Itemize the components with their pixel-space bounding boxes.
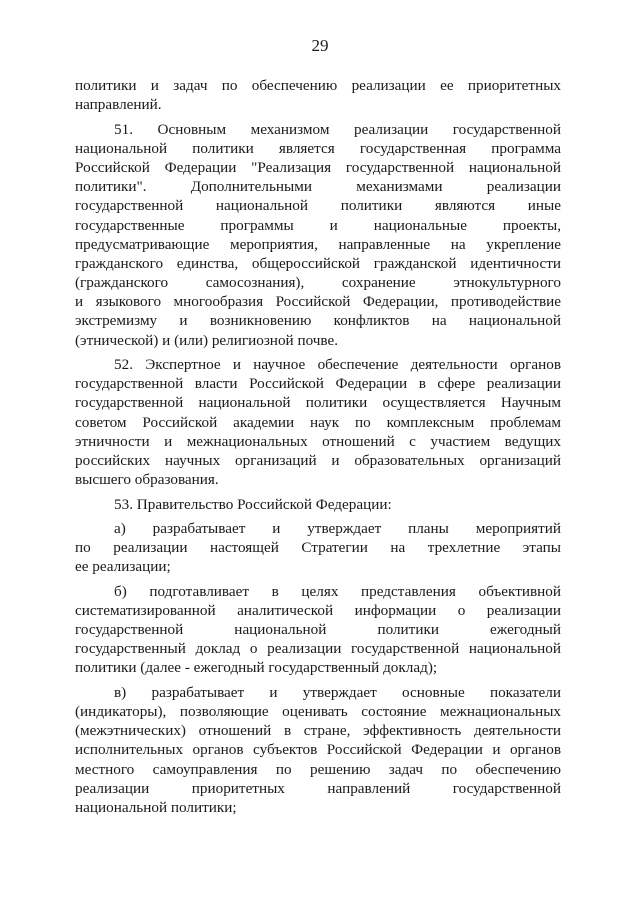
text-line: национальной политики; (75, 798, 237, 816)
text-line: исполнительных органов субъектов Российской Федерации и органов (75, 741, 561, 759)
text-line: направлений. (75, 96, 162, 114)
text-line: политики и задач по обеспечению реализации ее приоритетных (75, 77, 561, 94)
text-line: (индикаторы), позволяющие оценивать состояние межнациональных (75, 702, 561, 720)
text-line: политики (далее - ежегодный государственный доклад); (75, 659, 438, 677)
text-line: (межэтнических) отношений в стране, эффективность деятельности (75, 722, 561, 740)
text-line: государственной национальной политики ежегодный (75, 621, 561, 638)
text-line: систематизированной аналитической информации о реализации (75, 601, 561, 619)
text-line: гражданского единства, общероссийской гражданской идентичности (75, 254, 561, 272)
text-line: 51. Основным механизмом реализации государственной (114, 120, 561, 138)
text-line: российских научных организаций и образовательных организаций (75, 451, 561, 469)
document-body (75, 76, 561, 817)
text-line: политики". Дополнительными механизмами реализации (75, 178, 561, 196)
text-line: а) разрабатывает и утверждает планы мероприятий (114, 519, 561, 537)
text-line: 52. Экспертное и научное обеспечение деятельности органов (114, 356, 561, 373)
text-line: реализации приоритетных направлений государственной (75, 779, 561, 797)
text-line: государственной национальной политики осуществляется Научным (75, 394, 561, 412)
text-line: государственный доклад о реализации государственной национальной (75, 640, 561, 658)
text-line: б) подготавливает в целях представления объективной (114, 582, 561, 600)
text-line: ее реализации; (75, 558, 171, 576)
text-line: и языкового многообразия Российской Федерации, противодействие (75, 293, 561, 311)
text-line: предусматривающие мероприятия, направленные на укрепление (75, 235, 561, 253)
text-line: государственной национальной политики являются иные (75, 197, 561, 215)
text-line: государственные программы и национальные проекты, (75, 216, 561, 234)
text-line: государственной власти Российской Федерации в сфере реализации (75, 375, 561, 393)
text-line: по реализации настоящей Стратегии на трехлетние этапы (75, 539, 561, 557)
text-line: экстремизму и возникновению конфликтов на национальной (75, 312, 561, 330)
text-line: советом Российской академии наук по комплексным проблемам (75, 413, 561, 431)
text-line: (этнической) и (или) религиозной почве. (75, 331, 339, 349)
text-line: 53. Правительство Российской Федерации: (114, 495, 392, 513)
text-line: национальной политики является государственная программа (75, 139, 561, 157)
text-line: этничности и межнациональных отношений с участием ведущих (75, 432, 561, 450)
page-number: 29 (311, 36, 329, 55)
text-line: Российской Федерации "Реализация государственной национальной (75, 158, 561, 176)
text-line: высшего образования. (75, 471, 219, 489)
text-line: (гражданского самосознания), сохранение этнокультурного (75, 274, 561, 292)
text-line: в) разрабатывает и утверждает основные показатели (114, 683, 561, 701)
text-line: местного самоуправления по решению задач по обеспечению (75, 760, 561, 778)
